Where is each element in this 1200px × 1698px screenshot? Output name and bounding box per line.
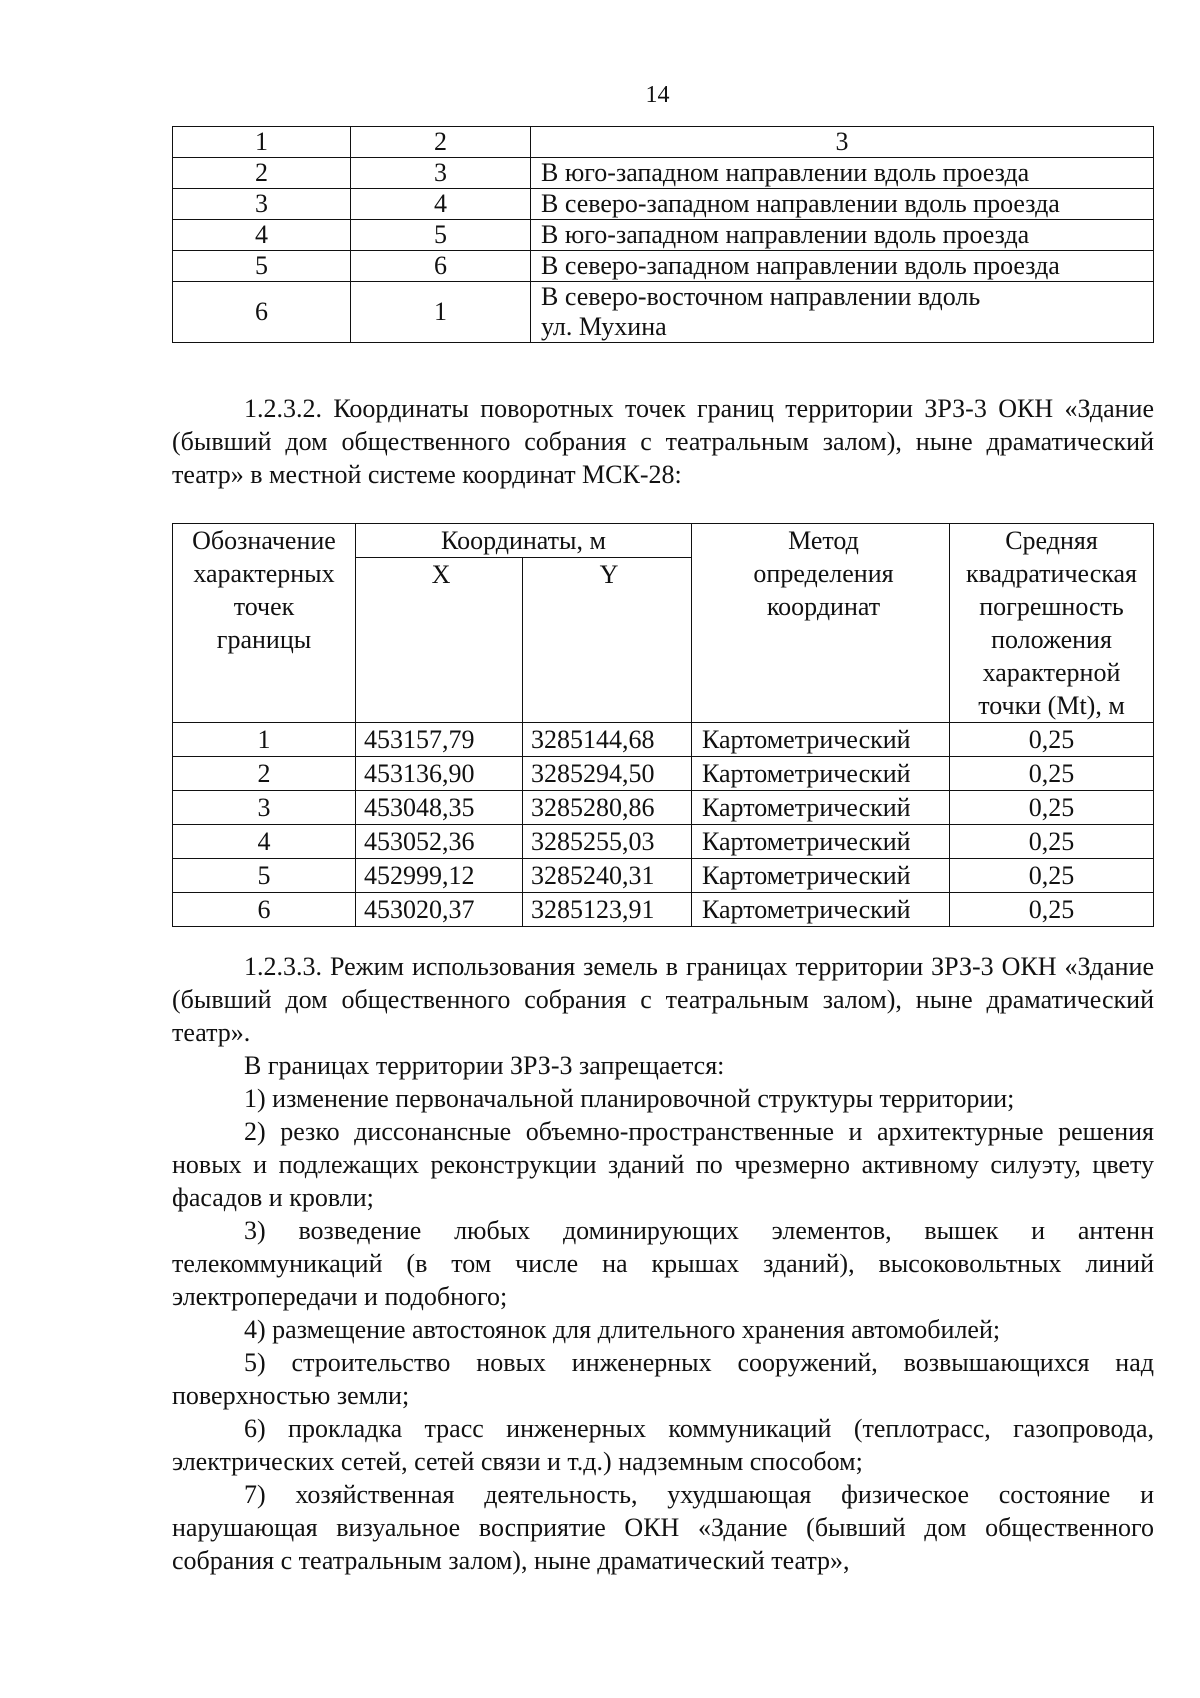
x-header: X <box>356 558 523 723</box>
header-line: точек <box>233 592 295 621</box>
direction-description: В юго-западном направлении вдоль проезда <box>531 158 1154 189</box>
list-item: 7) хозяйственная деятельность, ухудшающая физическое состояние и нарушающая визуальное восприятие ОКН «Здание (бывший дом общественного собрания с театральным залом), ныне драматический театр», <box>172 1480 1154 1575</box>
header-line: Метод <box>788 526 859 555</box>
table-row <box>173 859 1154 893</box>
table-row <box>173 158 1154 189</box>
error: 0,25 <box>950 757 1154 791</box>
coordinates-table <box>172 523 1154 927</box>
land-use-regime-section <box>172 950 1154 1577</box>
header-line: характерных <box>193 559 335 588</box>
list-item: 4) размещение автостоянок для длительного хранения автомобилей; <box>244 1315 1001 1344</box>
table-header-row <box>173 127 1154 158</box>
to-point: 5 <box>351 220 531 251</box>
error: 0,25 <box>950 791 1154 825</box>
list-item: 6) прокладка трасс инженерных коммуникаций (теплотрасс, газопровода, электрических сетей, сетей связи и т.д.) надземным способом; <box>172 1414 1154 1476</box>
point-number: 6 <box>173 893 356 927</box>
table-row <box>173 825 1154 859</box>
header-cell: 1 <box>173 127 351 158</box>
y-header: Y <box>523 558 692 723</box>
x-coordinate: 452999,12 <box>356 859 523 893</box>
header-line: положения <box>991 625 1112 654</box>
direction-description <box>531 282 1154 343</box>
list-item: 5) строительство новых инженерных сооружений, возвышающихся над поверхностью земли; <box>172 1348 1154 1410</box>
direction-description: В северо-западном направлении вдоль проезда <box>531 189 1154 220</box>
method-header <box>692 524 950 723</box>
point-number: 3 <box>173 791 356 825</box>
table-row <box>173 757 1154 791</box>
table-row <box>173 723 1154 757</box>
direction-line: ул. Мухина <box>541 312 667 341</box>
header-line: границы <box>216 625 312 654</box>
point-number: 1 <box>173 723 356 757</box>
direction-description: В юго-западном направлении вдоль проезда <box>531 220 1154 251</box>
table-row <box>173 189 1154 220</box>
header-line: точки (Mt), м <box>978 691 1125 720</box>
table-row <box>173 893 1154 927</box>
table-row <box>173 791 1154 825</box>
header-line: Средняя <box>1005 526 1098 555</box>
header-line: характерной <box>982 658 1121 687</box>
y-coordinate: 3285240,31 <box>523 859 692 893</box>
to-point: 1 <box>351 282 531 343</box>
page-number: 14 <box>645 82 670 108</box>
y-coordinate: 3285123,91 <box>523 893 692 927</box>
header-line: координат <box>766 592 881 621</box>
method: Картометрический <box>692 723 950 757</box>
header-cell: 3 <box>531 127 1154 158</box>
prohibited-intro: В границах территории ЗРЗ-3 запрещается: <box>244 1051 725 1080</box>
header-line: Обозначение <box>192 526 336 555</box>
method: Картометрический <box>692 757 950 791</box>
x-coordinate: 453052,36 <box>356 825 523 859</box>
from-point: 6 <box>173 282 351 343</box>
x-coordinate: 453020,37 <box>356 893 523 927</box>
x-coordinate: 453048,35 <box>356 791 523 825</box>
error: 0,25 <box>950 893 1154 927</box>
table-row <box>173 220 1154 251</box>
from-point: 4 <box>173 220 351 251</box>
point-header <box>173 524 356 723</box>
y-coordinate: 3285255,03 <box>523 825 692 859</box>
to-point: 4 <box>351 189 531 220</box>
point-number: 5 <box>173 859 356 893</box>
method: Картометрический <box>692 791 950 825</box>
list-item: 1) изменение первоначальной планировочной структуры территории; <box>244 1084 1015 1113</box>
x-coordinate: 453157,79 <box>356 723 523 757</box>
point-number: 2 <box>173 757 356 791</box>
coordinates-header: Координаты, м <box>356 524 692 558</box>
from-point: 5 <box>173 251 351 282</box>
header-line: погрешность <box>979 592 1124 621</box>
direction-description: В северо-западном направлении вдоль проезда <box>531 251 1154 282</box>
error: 0,25 <box>950 723 1154 757</box>
error: 0,25 <box>950 825 1154 859</box>
y-coordinate: 3285280,86 <box>523 791 692 825</box>
list-item: 3) возведение любых доминирующих элементов, вышек и антенн телекоммуникаций (в том числе на крышах зданий), высоковольтных линий электропередачи и подобного; <box>172 1216 1154 1311</box>
section-heading-coordinates: 1.2.3.2. Координаты поворотных точек границ территории ЗРЗ-3 ОКН «Здание (бывший дом общественного собрания с театральным залом), ныне драматический театр» в местной системе координат МСК-28: <box>172 394 1154 489</box>
section-heading-land-use: 1.2.3.3. Режим использования земель в границах территории ЗРЗ-3 ОКН «Здание (бывший дом общественного собрания с театральным залом), ныне драматический театр». <box>172 952 1154 1047</box>
to-point: 3 <box>351 158 531 189</box>
y-coordinate: 3285294,50 <box>523 757 692 791</box>
to-point: 6 <box>351 251 531 282</box>
table-row <box>173 282 1154 343</box>
error-header <box>950 524 1154 723</box>
x-coordinate: 453136,90 <box>356 757 523 791</box>
direction-line: В северо-восточном направлении вдоль <box>541 282 981 311</box>
y-coordinate: 3285144,68 <box>523 723 692 757</box>
from-point: 2 <box>173 158 351 189</box>
header-line: квадратическая <box>965 559 1138 588</box>
boundary-description-table <box>172 126 1154 343</box>
header-cell: 2 <box>351 127 531 158</box>
point-number: 4 <box>173 825 356 859</box>
method: Картометрический <box>692 859 950 893</box>
method: Картометрический <box>692 893 950 927</box>
method: Картометрический <box>692 825 950 859</box>
from-point: 3 <box>173 189 351 220</box>
header-line: определения <box>753 559 894 588</box>
table-header-row <box>173 524 1154 558</box>
table-row <box>173 251 1154 282</box>
error: 0,25 <box>950 859 1154 893</box>
list-item: 2) резко диссонансные объемно-пространственные и архитектурные решения новых и подлежащих реконструкции зданий по чрезмерно активному силуэту, цвету фасадов и кровли; <box>172 1117 1154 1212</box>
